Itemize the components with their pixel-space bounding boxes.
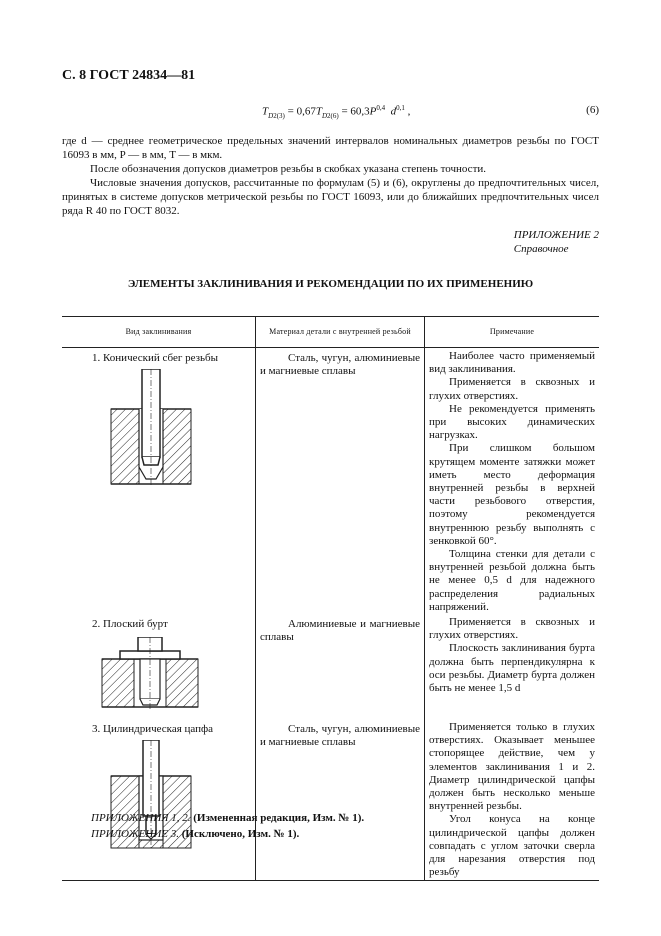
note-text: Наиболее часто применяемый вид заклинивания. — [429, 350, 595, 376]
page-header: С. 8 ГОСТ 24834—81 — [62, 68, 196, 83]
flat-collar-drawing — [100, 637, 200, 712]
material-cell — [256, 614, 425, 719]
column-header-notes: Примечание — [425, 317, 600, 348]
formula-expression: $T_{D2(3)} = 0,67T_{D2(6)} = 60,3P^{0,4}$ $d^{0,1}$ , — [262, 104, 411, 120]
type-label: 1. Конический сбег резьбы — [92, 352, 218, 364]
conical-runout-drawing — [106, 369, 196, 489]
note-text: Толщина стенки для детали с внутренней резьбой должна быть не менее 0,5 d для надежного распределения радиальных напряжений. — [429, 548, 595, 613]
note-text: Применяется в сквозных и глухих отверстиях. — [429, 376, 595, 402]
notes-cell — [425, 614, 600, 719]
paragraph-designation: После обозначения допусков диаметров резьбы в скобках указана степень точности. — [90, 163, 487, 175]
type-cell — [62, 348, 256, 615]
body-text — [62, 134, 599, 218]
table-row — [62, 348, 599, 615]
type-label: 2. Плоский бурт — [92, 618, 168, 631]
footer-note-1 — [91, 812, 364, 824]
equation-number: (6) — [586, 104, 599, 116]
footer-bold: (Измененная редакция, Изм. № 1). — [190, 812, 365, 824]
column-header-type: Вид заклинивания — [62, 317, 256, 348]
table-row — [62, 614, 599, 719]
appendix-subtitle: Справочное — [513, 243, 569, 255]
material-text: Сталь, чугун, алюминиевые и магниевые сплавы — [260, 723, 420, 749]
type-cell — [62, 719, 256, 880]
notes-cell — [425, 719, 600, 880]
section-title: ЭЛЕМЕНТЫ ЗАКЛИНИВАНИЯ И РЕКОМЕНДАЦИИ ПО ИХ ПРИМЕНЕНИЮ — [127, 278, 534, 290]
appendix-label — [514, 228, 599, 256]
footer-bold: (Исключено, Изм. № 1). — [178, 828, 300, 840]
material-cell — [256, 719, 425, 880]
appendix-title: ПРИЛОЖЕНИЕ 2 — [513, 229, 599, 241]
material-text: Сталь, чугун, алюминиевые и магниевые сплавы — [260, 352, 420, 378]
wedging-elements-table — [62, 316, 599, 881]
paragraph-definitions: где d — среднее геометрическое предельных значений интервалов номинальных диаметров резьбы по ГОСТ 16093 в мм, P — в мм, T — в мкм. — [62, 135, 599, 161]
note-text: При слишком большом крутящем моменте затяжки может иметь место деформация внутренней резьбы в верхней части резьбового отверстия, поэтому рекомендуется внутреннюю резьбу выполнять с зенковкой 60°. — [429, 442, 595, 547]
table-row — [62, 719, 599, 880]
note-text: Угол конуса на конце цилиндрической цапфы должен совпадать с углом заточки сверла для нарезания отверстия под резьбу — [429, 813, 595, 879]
note-text: Не рекомендуется применять при высоких динамических нагрузках. — [429, 402, 595, 442]
footer-italic: ПРИЛОЖЕНИЕ 3. — [91, 828, 179, 840]
table-header-row — [62, 317, 599, 348]
paragraph-values: Числовые значения допусков, рассчитанные по формулам (5) и (6), округлены до предпочтительных чисел, принятых в системе допусков метрической резьбы по ГОСТ 16093, или до ближайших предпочтительных чисел ряда R 40 по ГОСТ 8032. — [62, 177, 599, 217]
note-text: Плоскость заклинивания бурта должна быть перпендикулярна к оси резьбы. Диаметр бурта должен быть не менее 1,5 d — [429, 642, 595, 695]
material-cell — [256, 348, 425, 615]
note-text: Применяется только в глухих отверстиях. Оказывает меньшее стопорящее действие, чем у элементов заклинивания 1 и 2. Диаметр цилиндрической цапфы должен быть несколько меньше внутренней резьбы. — [429, 721, 595, 813]
column-header-material: Материал детали с внутренней резьбой — [256, 317, 425, 348]
note-text: Применяется в сквозных и глухих отверстиях. — [429, 616, 595, 642]
footer-italic: ПРИЛОЖЕНИЯ 1, 2. — [91, 812, 191, 824]
formula-6 — [62, 104, 599, 124]
type-cell — [62, 614, 256, 719]
notes-cell — [425, 348, 600, 615]
material-text: Алюминиевые и магниевые сплавы — [260, 618, 420, 644]
footer-note-2 — [91, 828, 299, 840]
type-label: 3. Цилиндрическая цапфа — [92, 723, 214, 736]
